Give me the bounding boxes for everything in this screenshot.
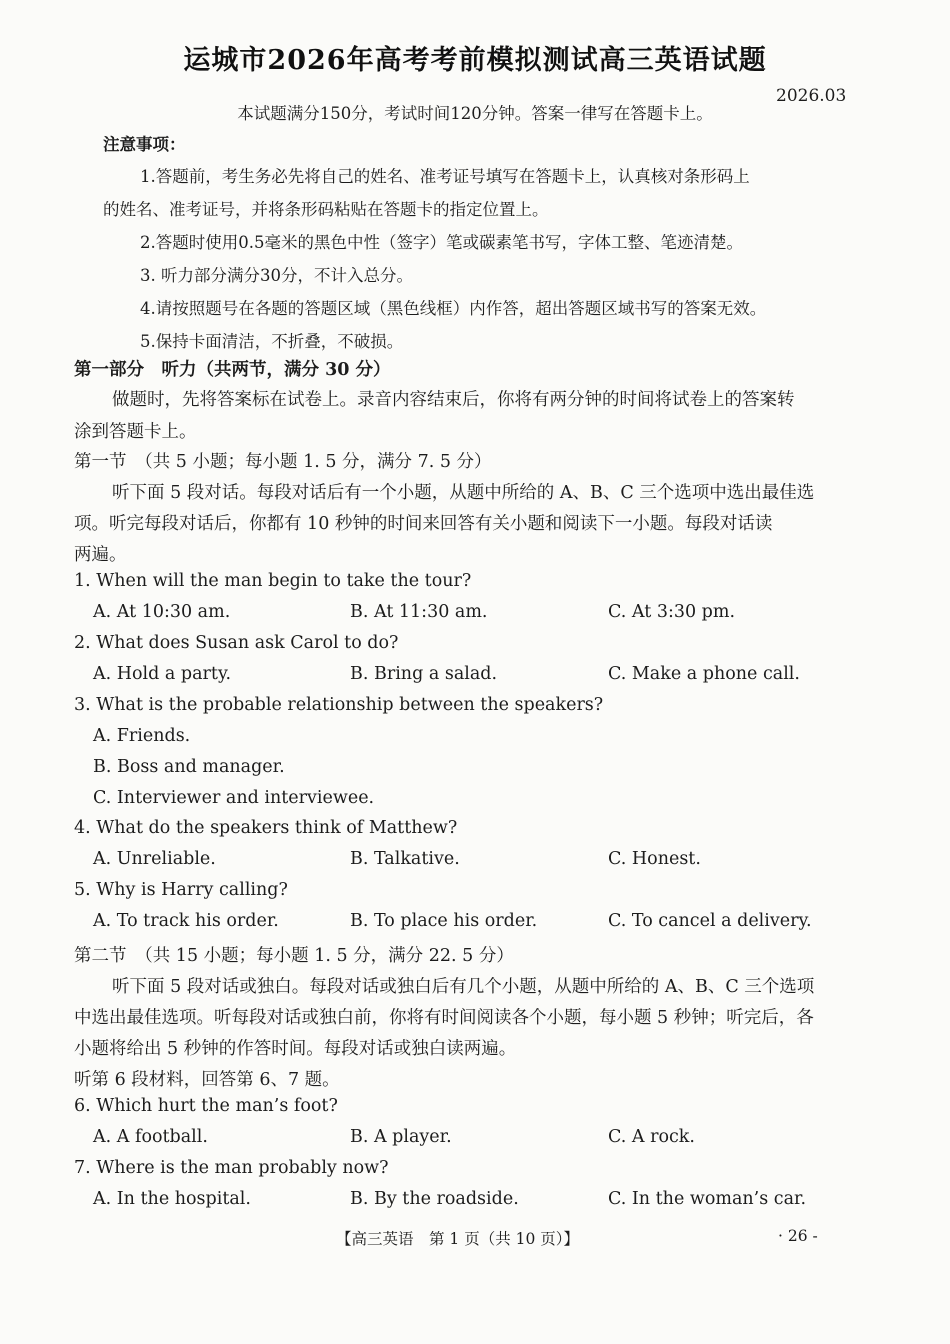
exam-date: 2026.03: [776, 86, 847, 106]
question-3-option-a: A. Friends.: [93, 726, 191, 746]
question-4-option-c: C. Honest.: [608, 849, 701, 869]
notice-item-1-line-1: 1.答题前，考生务必先将自己的姓名、准考证号填写在答题卡上，认真核对条形码上: [140, 167, 750, 186]
section2-instruction-line-3: 小题将给出 5 秒钟的作答时间。每段对话或独白读两遍。: [74, 1039, 517, 1059]
question-6-option-c: C. A rock.: [608, 1127, 695, 1147]
question-3-option-c: C. Interviewer and interviewee.: [93, 788, 375, 808]
question-2-stem: 2. What does Susan ask Carol to do?: [74, 633, 399, 653]
question-2-option-a: A. Hold a party.: [93, 664, 232, 684]
question-3-stem: 3. What is the probable relationship between the speakers?: [74, 695, 604, 715]
question-7-option-c: C. In the woman’s car.: [608, 1189, 807, 1209]
question-7-option-b: B. By the roadside.: [350, 1189, 519, 1209]
section2-instruction-line-2: 中选出最佳选项。听每段对话或独白前，你将有时间阅读各个小题，每小题 5 秒钟；听完后，各: [74, 1008, 814, 1028]
question-1-option-c: C. At 3:30 pm.: [608, 602, 736, 622]
question-1-option-b: B. At 11:30 am.: [350, 602, 488, 622]
exam-intro: 本试题满分150分，考试时间120分钟。答案一律写在答题卡上。: [237, 104, 713, 123]
material-6-instruction: 听第 6 段材料，回答第 6、7 题。: [74, 1070, 340, 1090]
question-2-option-b: B. Bring a salad.: [350, 664, 498, 684]
question-4-option-b: B. Talkative.: [350, 849, 460, 869]
footer-page-label: 【高三英语 第 1 页（共 10 页）】: [336, 1230, 580, 1248]
section2-heading: 第二节 （共 15 小题；每小题 1. 5 分，满分 22. 5 分）: [74, 946, 514, 966]
question-5-option-b: B. To place his order.: [350, 911, 538, 931]
question-7-stem: 7. Where is the man probably now?: [74, 1158, 389, 1178]
question-3-option-b: B. Boss and manager.: [93, 757, 285, 777]
question-6-stem: 6. Which hurt the man’s foot?: [74, 1096, 338, 1116]
notice-item-1-line-2: 的姓名、准考证号，并将条形码粘贴在答题卡的指定位置上。: [103, 200, 549, 219]
section2-instruction-line-1: 听下面 5 段对话或独白。每段对话或独白后有几个小题，从题中所给的 A、B、C 三个选项: [112, 977, 815, 997]
question-2-option-c: C. Make a phone call.: [608, 664, 800, 684]
question-4-stem: 4. What do the speakers think of Matthew?: [74, 818, 458, 838]
page-title: 运城市2026年高考考前模拟测试高三英语试题: [183, 45, 767, 76]
section1-instruction-line-2: 项。听完每段对话后，你都有 10 秒钟的时间来回答有关小题和阅读下一小题。每段对话读: [74, 514, 773, 534]
notice-heading: 注意事项：: [103, 135, 186, 154]
footer-page-code: · 26 -: [778, 1227, 818, 1245]
part1-instruction-line-2: 涂到答题卡上。: [74, 422, 197, 442]
question-1-stem: 1. When will the man begin to take the tour?: [74, 571, 472, 591]
section1-instruction-line-3: 两遍。: [74, 545, 127, 565]
notice-item-3: 3. 听力部分满分30分，不计入总分。: [140, 266, 413, 285]
section1-heading: 第一节 （共 5 小题；每小题 1. 5 分，满分 7. 5 分）: [74, 452, 492, 472]
notice-item-5: 5.保持卡面清洁，不折叠，不破损。: [140, 332, 404, 351]
question-5-option-a: A. To track his order.: [93, 911, 279, 931]
question-4-option-a: A. Unreliable.: [93, 849, 216, 869]
question-6-option-a: A. A football.: [93, 1127, 208, 1147]
notice-item-4: 4.请按照题号在各题的答题区域（黑色线框）内作答，超出答题区域书写的答案无效。: [140, 299, 767, 318]
part1-heading: 第一部分 听力（共两节，满分 30 分）: [74, 360, 391, 380]
question-5-option-c: C. To cancel a delivery.: [608, 911, 812, 931]
question-6-option-b: B. A player.: [350, 1127, 452, 1147]
question-5-stem: 5. Why is Harry calling?: [74, 880, 288, 900]
section1-instruction-line-1: 听下面 5 段对话。每段对话后有一个小题，从题中所给的 A、B、C 三个选项中选出最佳选: [112, 483, 815, 503]
question-7-option-a: A. In the hospital.: [93, 1189, 251, 1209]
notice-item-2: 2.答题时使用0.5毫米的黑色中性（签字）笔或碳素笔书写，字体工整、笔迹清楚。: [140, 233, 743, 252]
part1-instruction-line-1: 做题时，先将答案标在试卷上。录音内容结束后，你将有两分钟的时间将试卷上的答案转: [112, 390, 795, 410]
question-1-option-a: A. At 10:30 am.: [93, 602, 231, 622]
